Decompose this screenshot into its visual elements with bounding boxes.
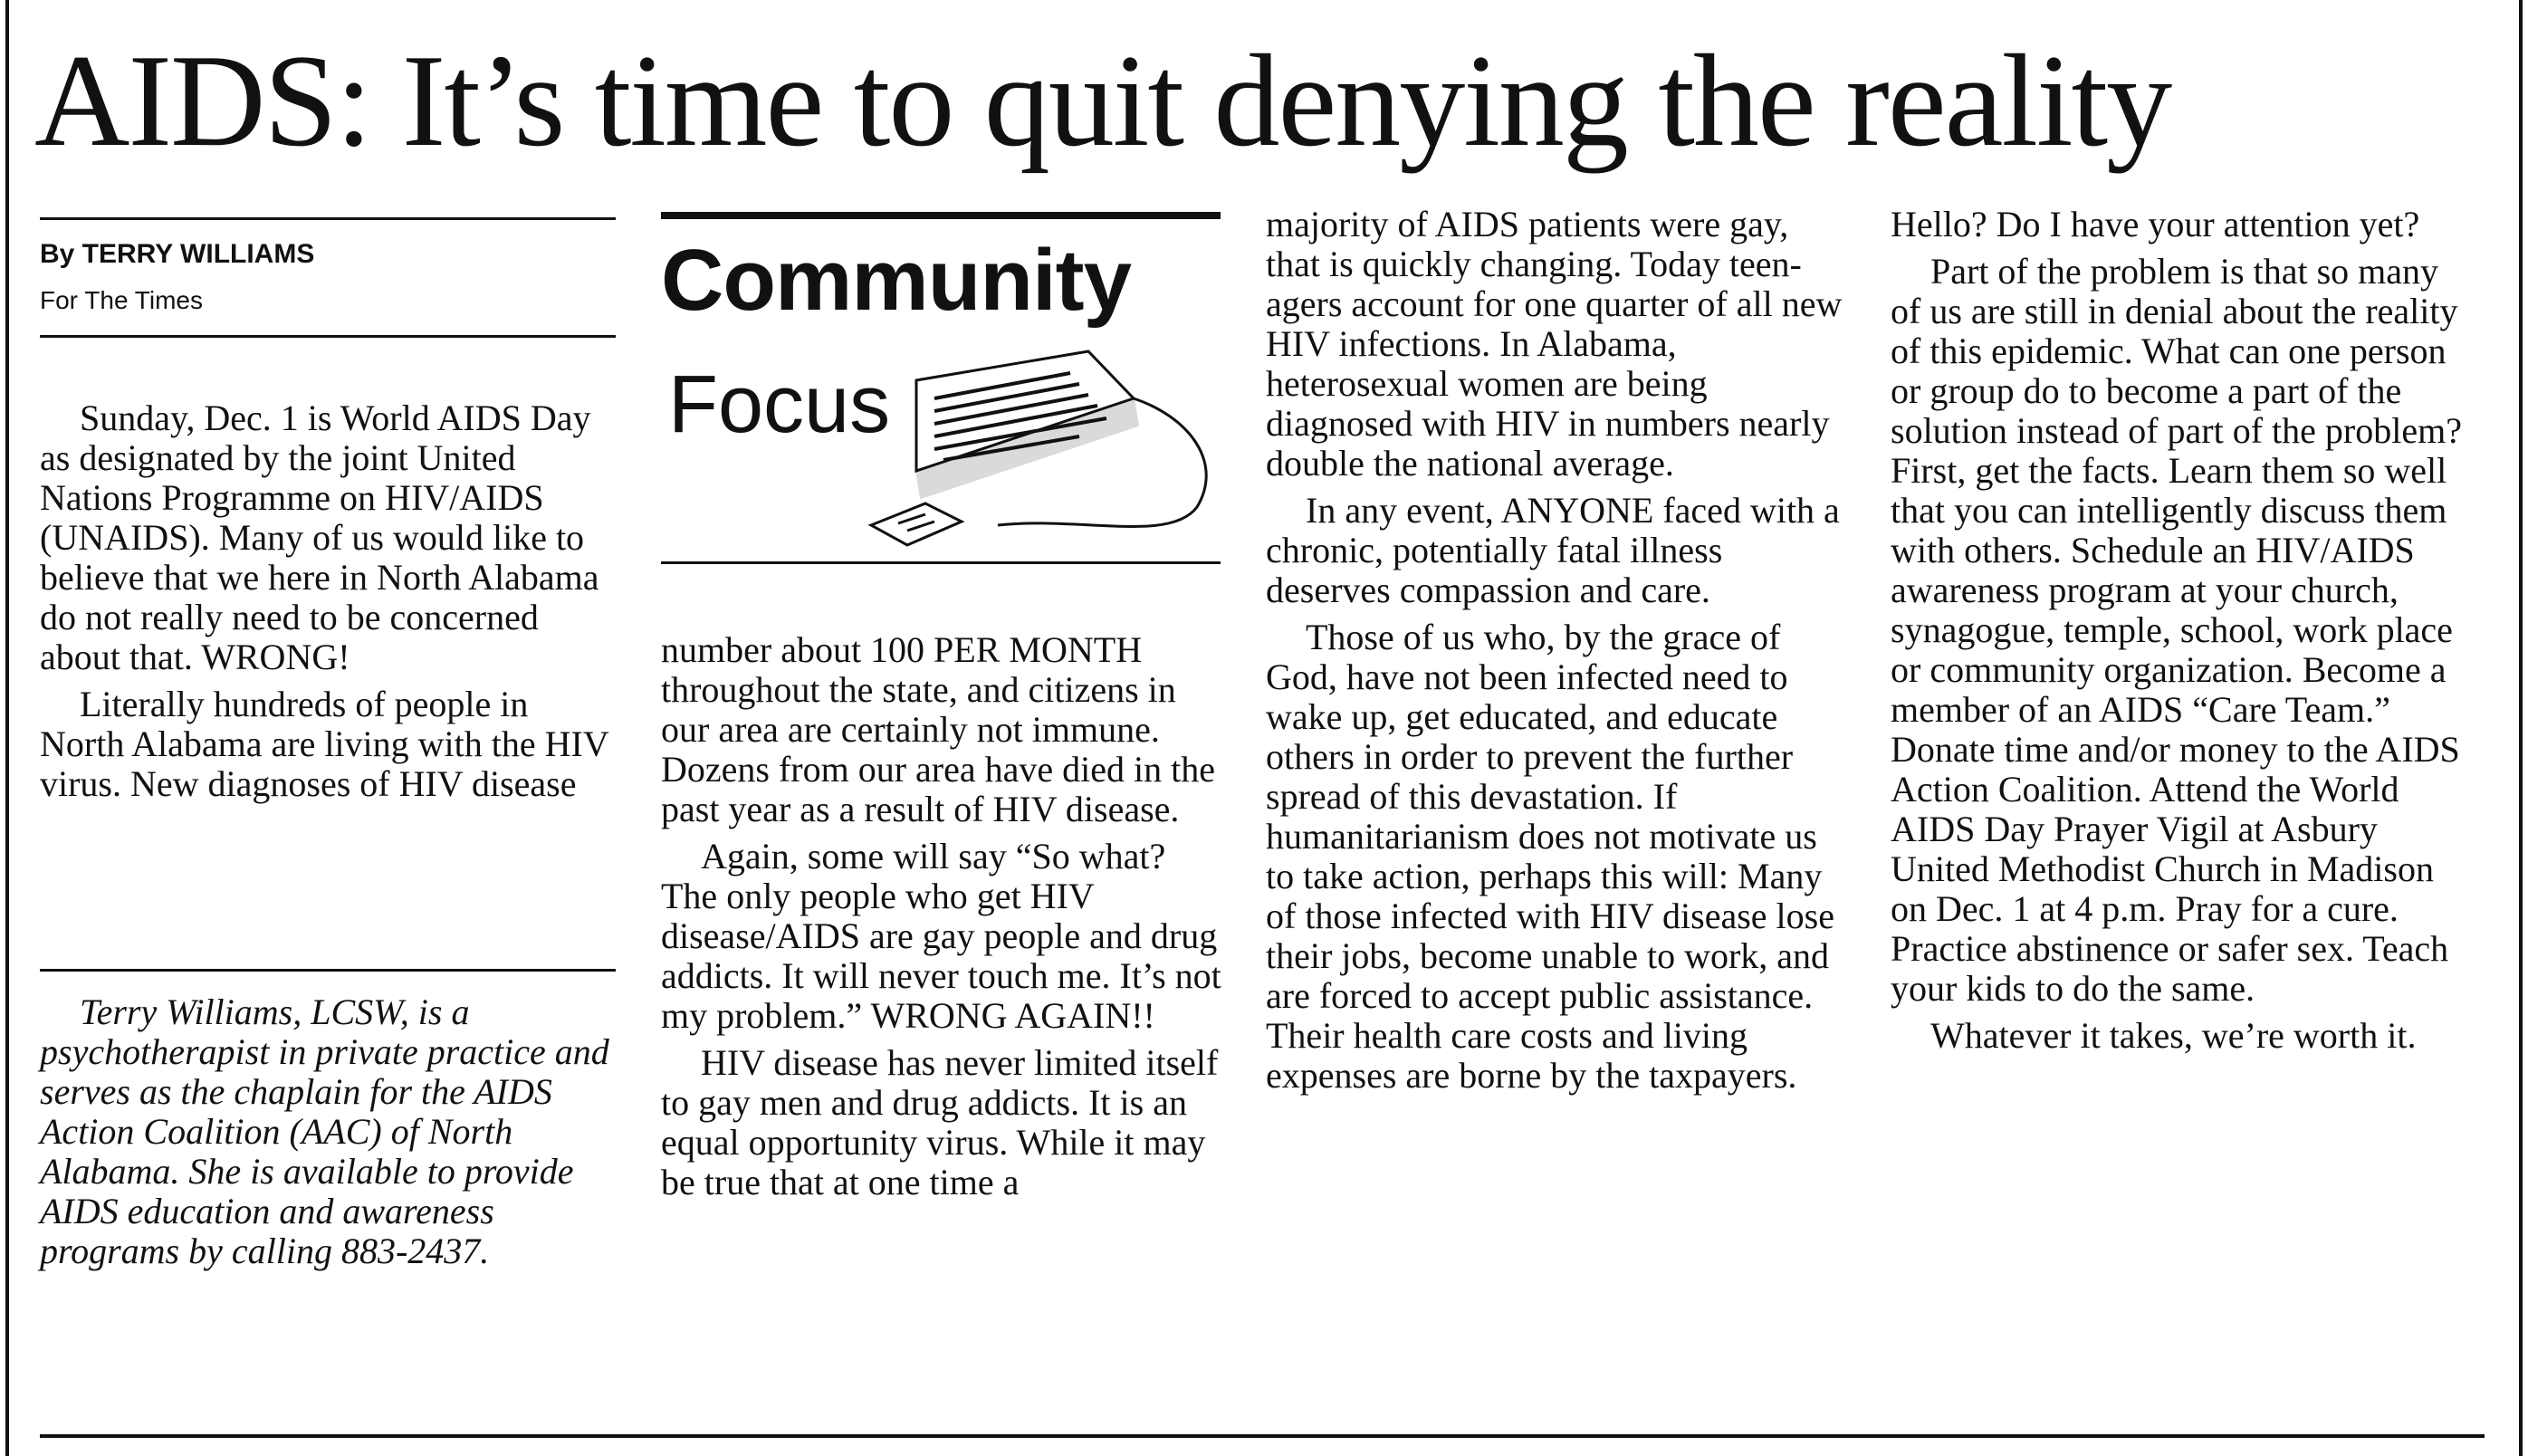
column-4 [1891,205,2470,1063]
paragraph: Those of us who, by the grace of God, have not been infected need to wake up, get educated, and educate others in order to prevent the further spread of this devastation. If humanitarianism does not motivate us to take action, perhaps this will: Many of those infected with HIV disease lose their jobs, become unable to work, and are forced to accept public assistance. Their health care costs and living expenses are borne by the taxpayers. [1266,617,1834,1096]
column-3 [1266,205,1845,1103]
logo-top-rule [661,212,1221,219]
paragraph: number about 100 PER MONTH throughout the state, and citizens in our area are certainly not immune. Dozens from our area have died in the past year as a result of HIV disease. [661,629,1215,829]
headline: AIDS: It’s time to quit denying the reality [34,27,2171,174]
paragraph: Again, some will say “So what? The only people who get HIV disease/AIDS are gay people and drug addicts. It will never touch me. It’s not my problem.” WRONG AGAIN!! [661,836,1221,1036]
author-bio: Terry Williams, LCSW, is a psychotherapist in private practice and serves as the chaplain for the AIDS Action Coalition (AAC) of North Alabama. She is available to provide AIDS education and awareness programs by calling 883-2437. [40,991,609,1271]
column-2 [661,630,1222,1210]
logo-focus: Focus [668,359,891,450]
paragraph: Hello? Do I have your attention yet? [1891,204,2420,244]
paragraph: Whatever it takes, we’re worth it. [1930,1015,2417,1056]
column-1 [40,398,619,811]
dept-line: For The Times [40,286,203,314]
byline-top-rule [40,217,616,220]
paragraph: In any event, ANYONE faced with a chronic, potentially fatal illness deserves compassion and care. [1266,490,1840,610]
left-border [5,0,9,1456]
right-border [2519,0,2523,1456]
bottom-rule [40,1434,2485,1438]
keyboard-icon [862,344,1224,561]
logo-bottom-rule [661,561,1221,564]
paragraph: Sunday, Dec. 1 is World AIDS Day as designated by the joint United Nations Programme on HIV/AIDS (UNAIDS). Many of us would like to believe that we here in North Alabama do not really need to be concerned about that. WRONG! [40,398,599,677]
paragraph: Part of the problem is that so many of us are still in denial about the reality of this epidemic. What can one person or group do to become a part of the solution instead of part of the problem? First, get the facts. Learn them so well that you can intelligently discuss them with others. Schedule an HIV/AIDS awareness program at your church, synagogue, temple, school, work place or community organization. Become a member of an AIDS “Care Team.” Donate time and/or money to the AIDS Action Coalition. Attend the World AIDS Day Prayer Vigil at Asbury United Methodist Church in Madison on Dec. 1 at 4 p.m. Pray for a cure. Practice abstinence or safer sex. Teach your kids to do the same. [1891,251,2462,1009]
byline-bottom-rule [40,335,616,338]
byline: By TERRY WILLIAMS [40,239,315,269]
paragraph: majority of AIDS patients were gay, that is quickly changing. Today teen-agers account for one quarter of all new HIV infections. In Alabama, heterosexual women are being diagnosed with HIV in numbers nearly double the national average. [1266,204,1843,484]
bio-rule [40,969,616,972]
logo-community: Community [661,232,1131,329]
paragraph: HIV disease has never limited itself to gay men and drug addicts. It is an equal opportunity virus. While it may be true that at one time a [661,1042,1219,1202]
paragraph: Literally hundreds of people in North Alabama are living with the HIV virus. New diagnoses of HIV disease [40,684,609,804]
